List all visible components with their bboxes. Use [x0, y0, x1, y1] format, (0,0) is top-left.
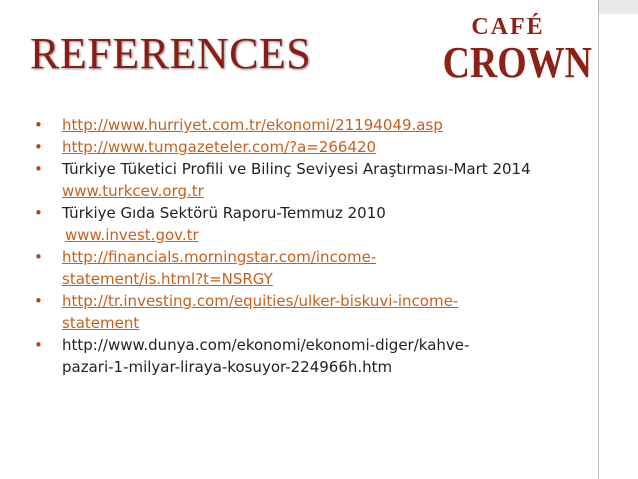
reference-text-dunya-2: pazari-1-milyar-liraya-kosuyor-224966h.htm [62, 358, 393, 376]
right-divider [598, 0, 599, 479]
bullet-icon: • [34, 336, 43, 354]
reference-item [34, 202, 574, 246]
bullet-icon: • [34, 116, 43, 134]
reference-link-tumgazeteler[interactable]: http://www.tumgazeteler.com/?a=266420 [62, 138, 377, 156]
reference-link-turkcev[interactable]: www.turkcev.org.tr [62, 182, 204, 200]
reference-list [34, 114, 574, 378]
reference-link-morningstar-1[interactable]: http://financials.morningstar.com/income- [62, 248, 377, 266]
reference-link-investing-1[interactable]: http://tr.investing.com/equities/ulker-biskuvi-income- [62, 292, 459, 310]
reference-link-morningstar-2[interactable]: statement/is.html?t=NSRGY [62, 270, 273, 288]
reference-text-dunya-1: http://www.dunya.com/ekonomi/ekonomi-diger/kahve- [62, 336, 470, 354]
reference-item [34, 158, 574, 202]
corner-fold [599, 0, 638, 14]
bullet-icon: • [34, 204, 43, 222]
page-title: REFERENCES [30, 29, 312, 78]
reference-item [34, 246, 574, 290]
reference-item [34, 114, 574, 136]
bullet-icon: • [34, 248, 43, 266]
logo-line-cafe: CAFÉ [471, 14, 545, 40]
reference-link-hurriyet[interactable]: http://www.hurriyet.com.tr/ekonomi/21194049.asp [62, 116, 443, 134]
reference-item [34, 136, 574, 158]
reference-link-invest[interactable]: www.invest.gov.tr [65, 226, 199, 244]
reference-item [34, 334, 574, 378]
cafe-crown-logo [432, 12, 592, 90]
bullet-icon: • [34, 160, 43, 178]
reference-text-gida: Türkiye Gıda Sektörü Raporu-Temmuz 2010 [62, 204, 386, 222]
reference-text-tuketici: Türkiye Tüketici Profili ve Bilinç Seviyesi Araştırması-Mart 2014 [62, 160, 531, 178]
reference-link-investing-2[interactable]: statement [62, 314, 140, 332]
logo-line-crown: CROWN [442, 38, 592, 87]
bullet-icon: • [34, 292, 43, 310]
reference-item [34, 290, 574, 334]
bullet-icon: • [34, 138, 43, 156]
